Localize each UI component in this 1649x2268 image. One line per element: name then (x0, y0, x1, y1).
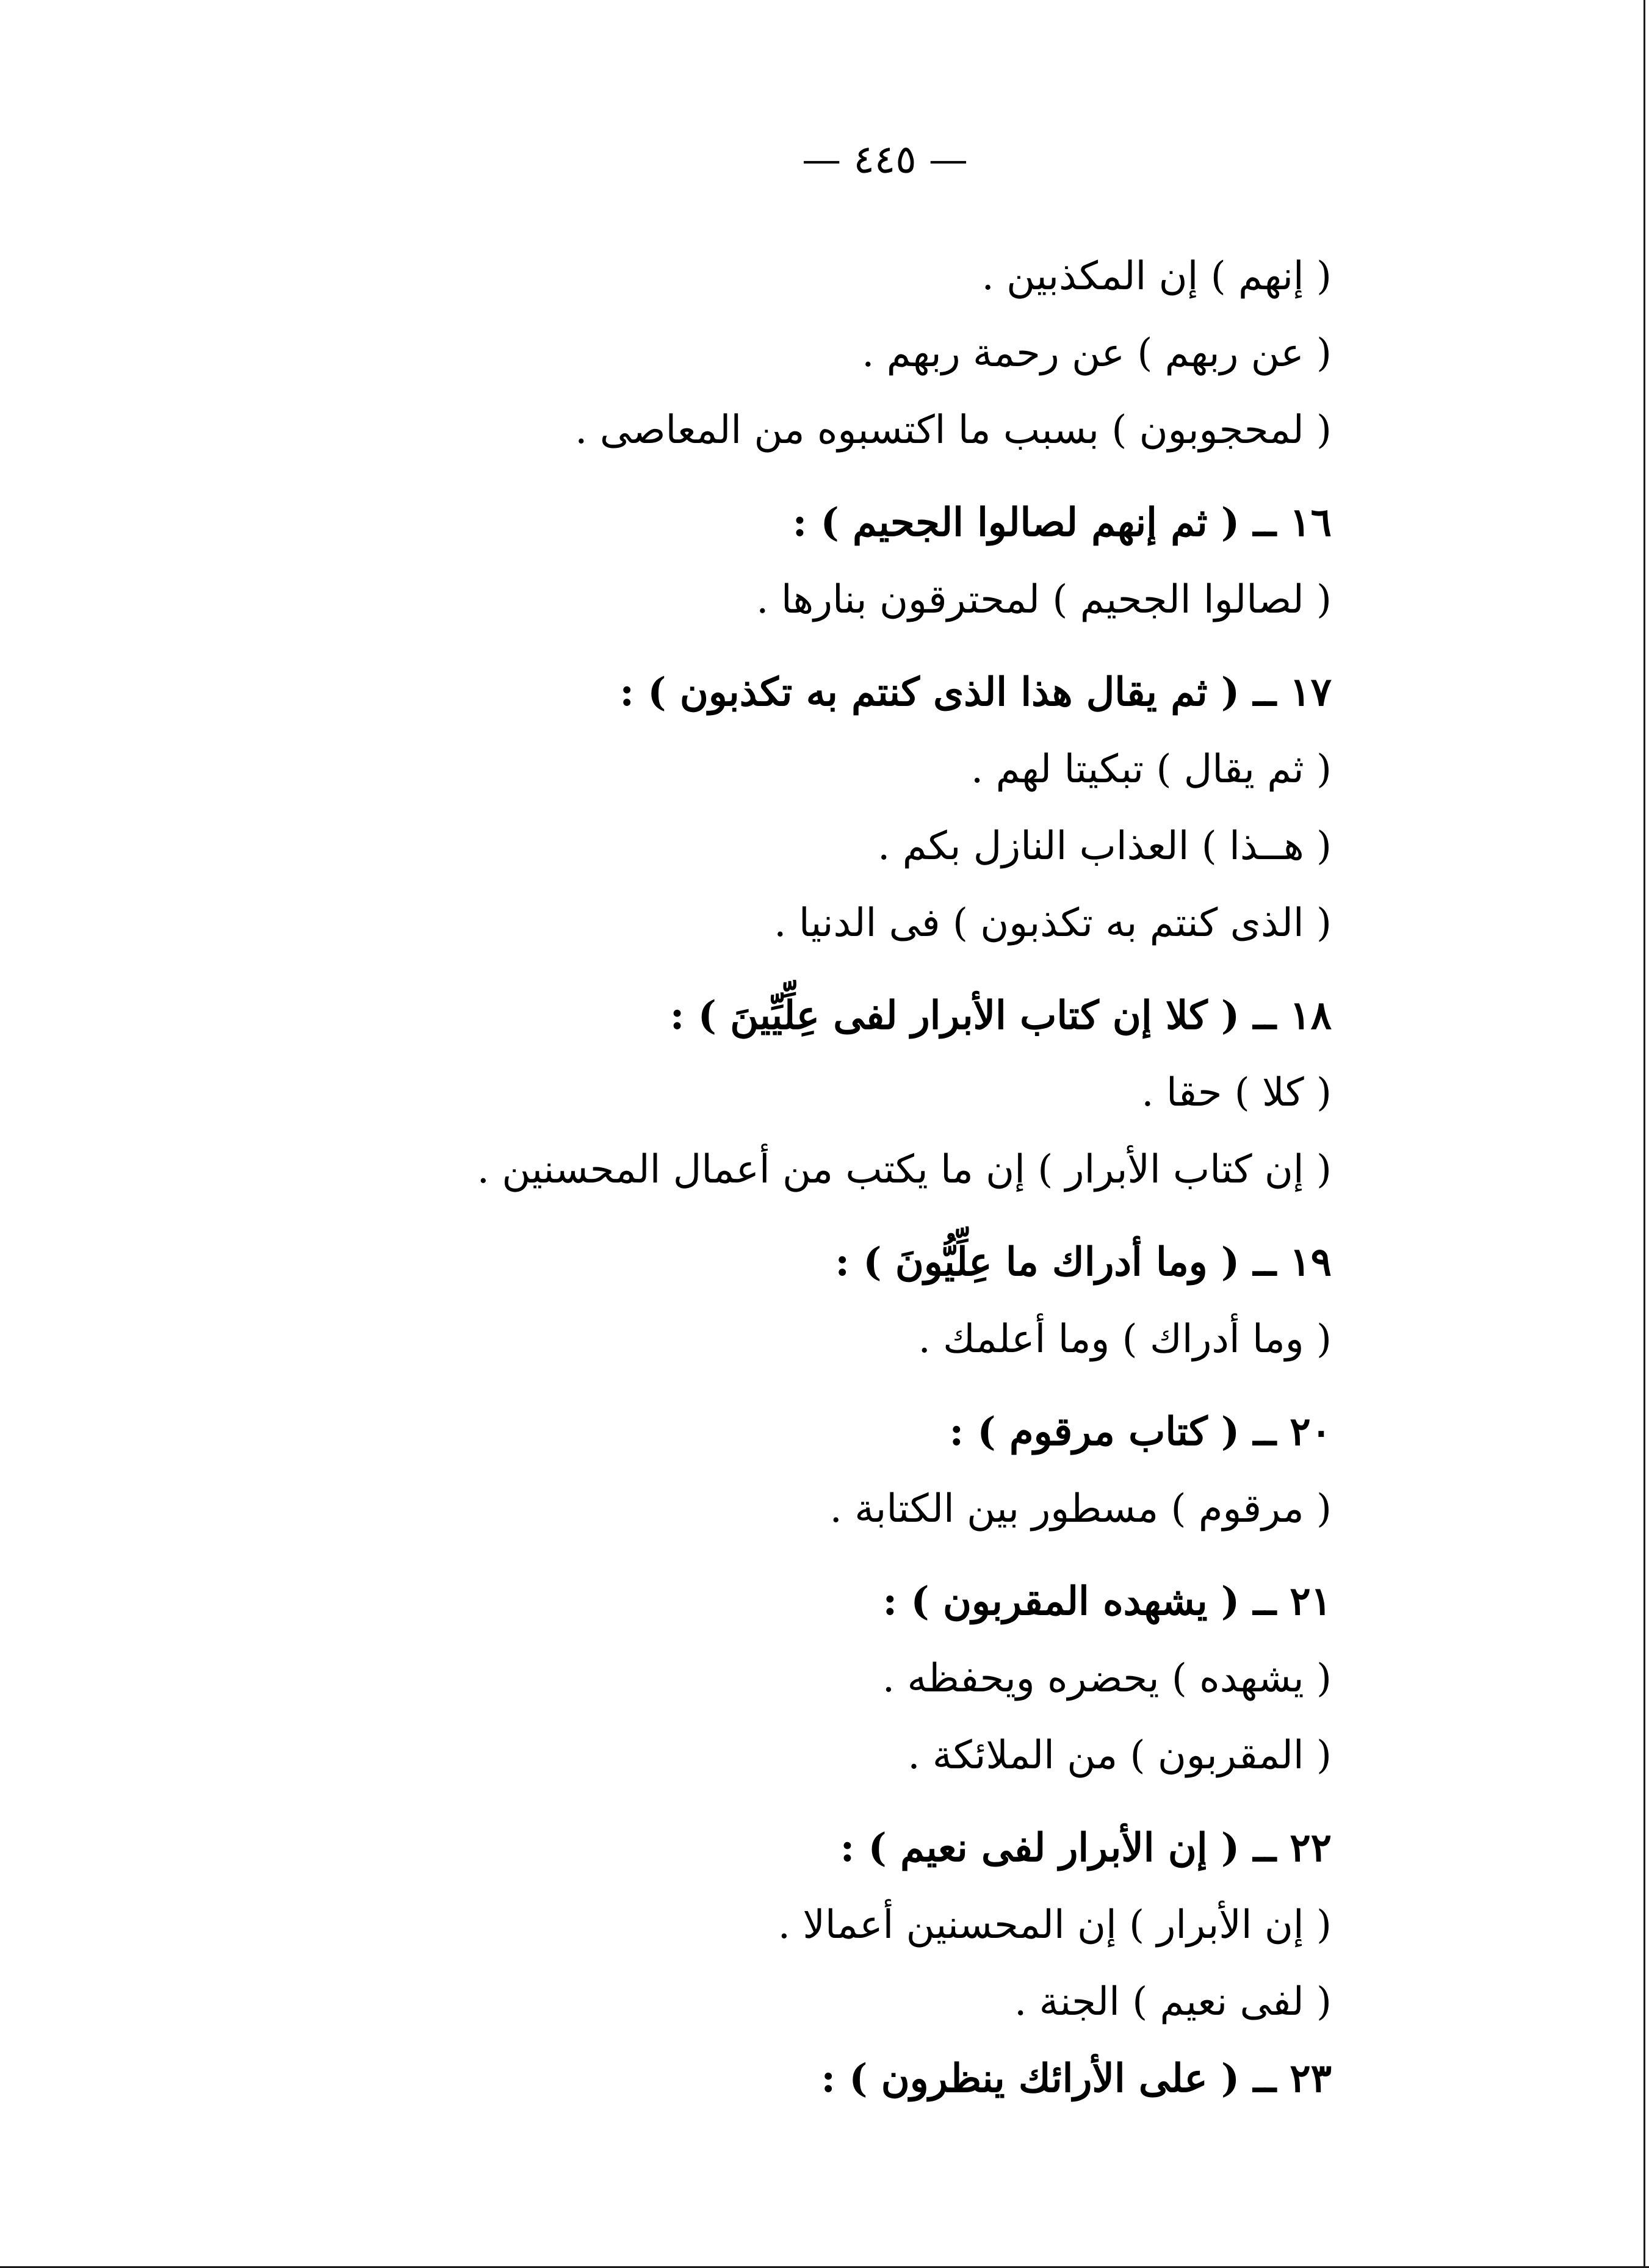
verse-heading-23: ٢٣ ــ ( على الأرائك ينظرون ) : (821, 2056, 1332, 2101)
verse-heading-22: ٢٢ ــ ( إن الأبرار لفى نعيم ) : (840, 1825, 1332, 1871)
page-number: — ٤٤٥ — (802, 137, 968, 182)
verse-heading-18: ١٨ ــ ( كلا إن كتاب الأبرار لفى عِلِّيِّينَ ) : (669, 993, 1332, 1039)
text-line: ( لصالوا الجحيم ) لمحترقون بنارها . (756, 577, 1332, 622)
text-line: ( وما أدراك ) وما أعلمك . (918, 1317, 1332, 1362)
page-right-edge (1644, 0, 1645, 2268)
text-line: ( الذى كنتم به تكذبون ) فى الدنيا . (774, 901, 1332, 946)
verse-heading-20: ٢٠ ــ ( كتاب مرقوم ) : (949, 1409, 1332, 1455)
text-line: ( عن ربهم ) عن رحمة ربهم . (862, 331, 1332, 376)
text-line: ( هــذا ) العذاب النازل بكم . (878, 824, 1332, 869)
text-line: ( لفى نعيم ) الجنة . (1014, 1979, 1332, 2025)
text-line: ( إن كتاب الأبرار ) إن ما يكتب من أعمال المحسنين . (477, 1147, 1332, 1192)
text-line: ( يشهده ) يحضره ويحفظه . (882, 1656, 1332, 1701)
verse-heading-21: ٢١ ــ ( يشهده المقربون ) : (882, 1579, 1332, 1624)
commentary-text (355, 238, 1332, 2117)
text-line: ( إنهم ) إن المكذبين . (981, 254, 1332, 299)
text-line: ( إن الأبرار ) إن المحسنين أعمالا . (778, 1903, 1332, 1948)
verse-heading-19: ١٩ ــ ( وما أدراك ما عِلِّيُّونَ ) : (835, 1239, 1332, 1285)
verse-heading-17: ١٧ ــ ( ثم يقال هذا الذى كنتم به تكذبون ) : (619, 669, 1332, 715)
text-line: ( مرقوم ) مسطور بين الكتابة . (829, 1486, 1332, 1532)
text-line: ( كلا ) حقا . (1141, 1070, 1332, 1115)
verse-heading-16: ١٦ ــ ( ثم إنهم لصالوا الجحيم ) : (792, 500, 1332, 545)
text-line: ( ثم يقال ) تبكيتا لهم . (970, 747, 1332, 792)
text-line: ( لمحجوبون ) بسبب ما اكتسبوه من المعاصى . (575, 408, 1332, 453)
text-line: ( المقربون ) من الملائكة . (907, 1733, 1332, 1778)
